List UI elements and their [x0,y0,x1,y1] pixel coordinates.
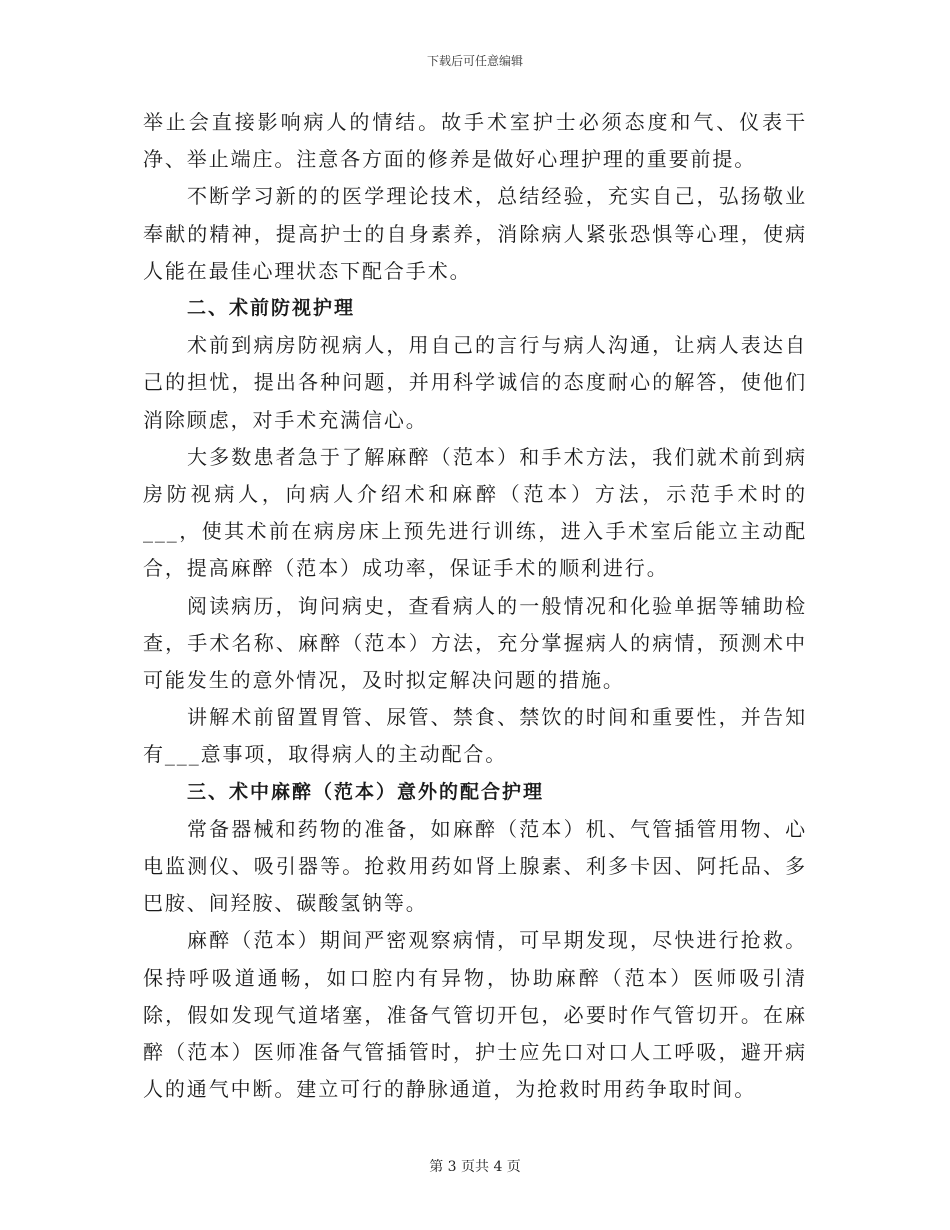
paragraph-5: 阅读病历，询问病史，查看病人的一般情况和化验单据等辅助检查，手术名称、麻醉（范本）方法，充分掌握病人的病情，预测术中可能发生的意外情况，及时拟定解决问题的措施。 [143,593,807,693]
document-body [143,104,807,1108]
page-number: 第 3 页共 4 页 [429,1159,521,1175]
paragraph-6: 讲解术前留置胃管、尿管、禁食、禁饮的时间和重要性，并告知有___意事项，取得病人的主动配合。 [143,705,807,767]
paragraph-3: 术前到病房防视病人，用自己的言行与病人沟通，让病人表达自己的担忧，提出各种问题，并用科学诚信的态度耐心的解答，使他们消除顾虑，对手术充满信心。 [143,333,807,432]
paragraph-7: 常备器械和药物的准备，如麻醉（范本）机、气管插管用物、心电监测仪、吸引器等。抢救用药如肾上腺素、利多卡因、阿托品、多巴胺、间羟胺、碳酸氢钠等。 [143,816,807,916]
section-heading-3: 三、术中麻醉（范本）意外的配合护理 [187,780,545,803]
paragraph-1: 举止会直接影响病人的情结。故手术室护士必须态度和气、仪表干净、举止端庄。注意各方面的修养是做好心理护理的重要前提。 [143,110,807,172]
paragraph-2: 不断学习新的的医学理论技术，总结经验，充实自己，弘扬敬业奉献的精神，提高护士的自身素养，消除病人紧张恐惧等心理，使病人能在最佳心理状态下配合手术。 [143,184,807,283]
paragraph-8: 麻醉（范本）期间严密观察病情，可早期发现，尽快进行抢救。保持呼吸道通畅，如口腔内有异物，协助麻醉（范本）医师吸引清除，假如发现气道堵塞，准备气管切开包，必要时作气管切开。在麻醉（范本）医师准备气管插管时，护士应先口对口人工呼吸，避开病人的通气中断。建立可行的静脉通道，为抢救时用药争取时间。 [143,928,807,1102]
page-header-note: 下载后可任意编辑 [426,54,523,68]
paragraph-4: 大多数患者急于了解麻醉（范本）和手术方法，我们就术前到病房防视病人，向病人介绍术和麻醉（范本）方法，示范手术时的___，使其术前在病房床上预先进行训练，进入手术室后能立主动配合，提高麻醉（范本）成功率，保证手术的顺利进行。 [143,444,807,581]
section-heading-2: 二、术前防视护理 [187,297,356,320]
